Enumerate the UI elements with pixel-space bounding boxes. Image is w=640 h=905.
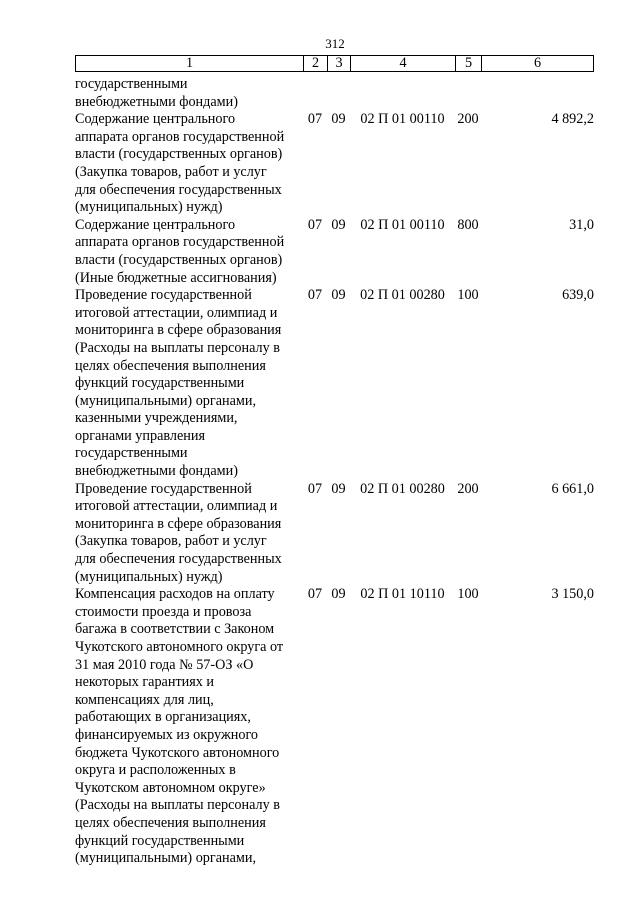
header-col-1: 1 [76, 56, 304, 71]
subsection-code: 09 [331, 586, 346, 603]
description-line: внебюджетными фондами) [75, 93, 238, 110]
subsection-code: 09 [331, 111, 346, 128]
description-line: органами управления [75, 427, 205, 444]
description-line: аппарата органов государственной [75, 128, 285, 145]
amount: 4 892,2 [551, 111, 594, 128]
section-code: 07 [307, 111, 323, 128]
table-body [75, 76, 594, 868]
table-header [75, 55, 594, 72]
description-line: итоговой аттестации, олимпиад и [75, 304, 278, 321]
section-code: 07 [307, 586, 323, 603]
description-line: государственными [75, 76, 188, 92]
description-line: (Закупка товаров, работ и услуг [75, 533, 267, 550]
description-line: компенсациях для лиц, [75, 691, 214, 708]
section-code: 07 [307, 287, 323, 304]
description-line: Проведение государственной [75, 480, 252, 497]
description-line: работающих в организациях, [75, 709, 251, 726]
description-line: функций государственными [75, 375, 245, 392]
table-row [75, 76, 594, 111]
expense-type-code: 200 [457, 111, 479, 128]
description-line: бюджета Чукотского автономного [75, 744, 280, 761]
target-article-code: 02 П 01 00110 [360, 111, 445, 128]
description-line: Проведение государственной [75, 287, 252, 304]
section-code: 07 [307, 480, 323, 497]
description-line: власти (государственных органов) [75, 146, 283, 163]
subsection-code: 09 [331, 287, 346, 304]
description-line: мониторинга в сфере образования [75, 515, 282, 532]
subsection-code: 09 [331, 216, 346, 233]
description-line: мониторинга в сфере образования [75, 322, 282, 339]
description-line: стоимости проезда и провоза [75, 603, 252, 620]
description-line: Содержание центрального [75, 216, 236, 233]
table-row [75, 481, 594, 587]
description-line: (муниципальными) органами, [75, 392, 257, 409]
description-line: внебюджетными фондами) [75, 463, 238, 480]
description-line: казенными учреждениями, [75, 410, 238, 427]
target-article-code: 02 П 01 10110 [360, 586, 445, 603]
description-line: аппарата органов государственной [75, 234, 285, 251]
description-line: функций государственными [75, 832, 245, 849]
description-line: (Закупка товаров, работ и услуг [75, 163, 267, 180]
description-line: власти (государственных органов) [75, 251, 283, 268]
expense-type-code: 800 [457, 216, 479, 233]
description-line: (муниципальных) нужд) [75, 568, 223, 585]
table-row [75, 287, 594, 481]
amount: 31,0 [569, 216, 594, 233]
description-line: целях обеспечения выполнения [75, 814, 266, 831]
description-line: (Расходы на выплаты персоналу в [75, 797, 280, 814]
description-line: Содержание центрального [75, 111, 236, 128]
table-row [75, 586, 594, 868]
description-line: (муниципальными) органами, [75, 850, 257, 867]
table-row [75, 217, 594, 287]
description-line: целях обеспечения выполнения [75, 357, 266, 374]
description-line: для обеспечения государственных [75, 181, 282, 198]
description-line: Чукотском автономном округе» [75, 779, 266, 796]
description-line: итоговой аттестации, олимпиад и [75, 498, 278, 515]
expense-type-code: 100 [457, 287, 479, 304]
description-line: государственными [75, 445, 188, 462]
page-number: 312 [325, 36, 345, 51]
description-line: (муниципальных) нужд) [75, 199, 223, 216]
header-col-3: 3 [328, 56, 351, 71]
header-col-5: 5 [456, 56, 482, 71]
amount: 6 661,0 [551, 480, 594, 497]
target-article-code: 02 П 01 00110 [360, 216, 445, 233]
expense-type-code: 200 [457, 480, 479, 497]
description-line: Компенсация расходов на оплату [75, 586, 275, 603]
description-line: некоторых гарантиях и [75, 674, 214, 691]
description-line: округа и расположенных в [75, 762, 236, 779]
amount: 3 150,0 [551, 586, 594, 603]
target-article-code: 02 П 01 00280 [360, 287, 445, 304]
description-line: багажа в соответствии с Законом [75, 621, 275, 638]
expense-type-code: 100 [457, 586, 479, 603]
description-line: Чукотского автономного округа от [75, 639, 284, 655]
header-col-4: 4 [351, 56, 456, 71]
section-code: 07 [307, 216, 323, 233]
table-row [75, 111, 594, 217]
header-col-6: 6 [533, 55, 542, 71]
description-line: финансируемых из окружного [75, 726, 259, 743]
description-line: 31 мая 2010 года № 57-ОЗ «О [75, 656, 254, 673]
description-line: (Иные бюджетные ассигнования) [75, 269, 277, 286]
description-line: (Расходы на выплаты персоналу в [75, 339, 280, 356]
amount: 639,0 [562, 287, 594, 304]
target-article-code: 02 П 01 00280 [360, 480, 445, 497]
header-col-2: 2 [304, 56, 328, 71]
description-line: для обеспечения государственных [75, 551, 282, 568]
subsection-code: 09 [331, 480, 346, 497]
